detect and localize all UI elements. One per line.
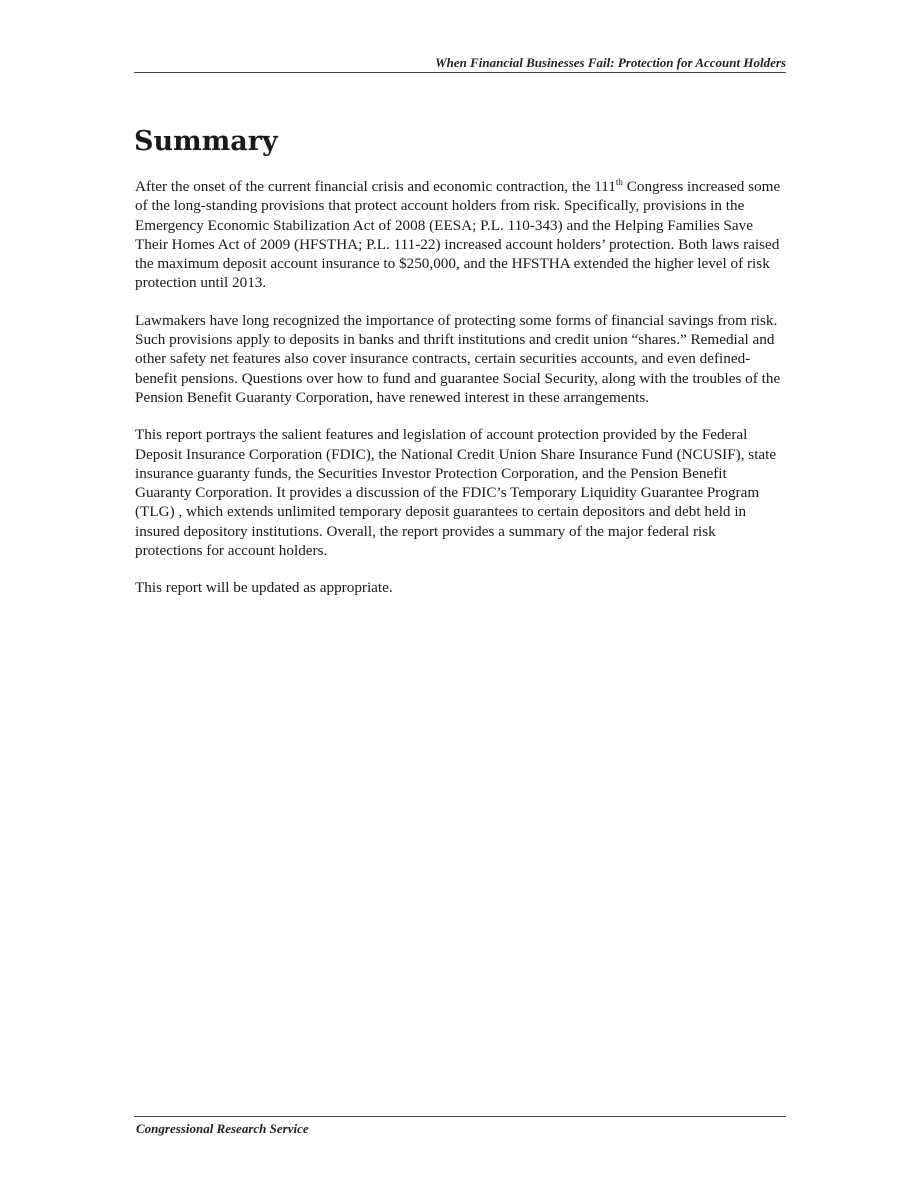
header-divider bbox=[134, 72, 786, 73]
page-title: Summary bbox=[134, 126, 278, 157]
summary-paragraph-1 bbox=[135, 177, 787, 293]
running-footer-source: Congressional Research Service bbox=[136, 1121, 309, 1136]
paragraph-1-text-start: After the onset of the current financial crisis and economic contraction, the 111 bbox=[135, 178, 616, 195]
summary-paragraph-2: Lawmakers have long recognized the importance of protecting some forms of financial savings from risk. Such provisions apply to deposits in banks and thrift institutions and credit union “shares.” Remedial and other safety net features also cover insurance contracts, certain securities accounts, and even defined-benefit pensions. Questions over how to fund and guarantee Social Security, along with the troubles of the Pension Benefit Guaranty Corporation, have renewed interest in these arrangements. bbox=[135, 311, 781, 406]
summary-body bbox=[135, 177, 787, 616]
footer-divider bbox=[134, 1116, 786, 1117]
paragraph-1-text-end: Congress increased some of the long-standing provisions that protect account holders from risk. Specifically, provisions in the Emergency Economic Stabilization Act of 2008 (EESA; P.L. 110-343) and the Helping Families Save Their Homes Act of 2009 (HFSTHA; P.L. 111-22) increased account holders’ protection. Both laws raised the maximum deposit account insurance to $250,000, and the HFSTHA extended the higher level of risk protection until 2013. bbox=[135, 178, 781, 292]
running-header-title: When Financial Businesses Fail: Protection for Account Holders bbox=[435, 55, 786, 70]
summary-paragraph-3: This report portrays the salient features and legislation of account protection provided by the Federal Deposit Insurance Corporation (FDIC), the National Credit Union Share Insurance Fund (NCUSIF), state insurance guaranty funds, the Securities Investor Protection Corporation, and the Pension Benefit Guaranty Corporation. It provides a discussion of the FDIC’s Temporary Liquidity Guarantee Program (TLG) , which extends unlimited temporary deposit guarantees to certain depositors and debt held in insured depository institutions. Overall, the report provides a summary of the major federal risk protections for account holders. bbox=[135, 426, 777, 560]
ordinal-superscript: th bbox=[615, 177, 623, 187]
summary-paragraph-4: This report will be updated as appropriate. bbox=[135, 579, 393, 597]
